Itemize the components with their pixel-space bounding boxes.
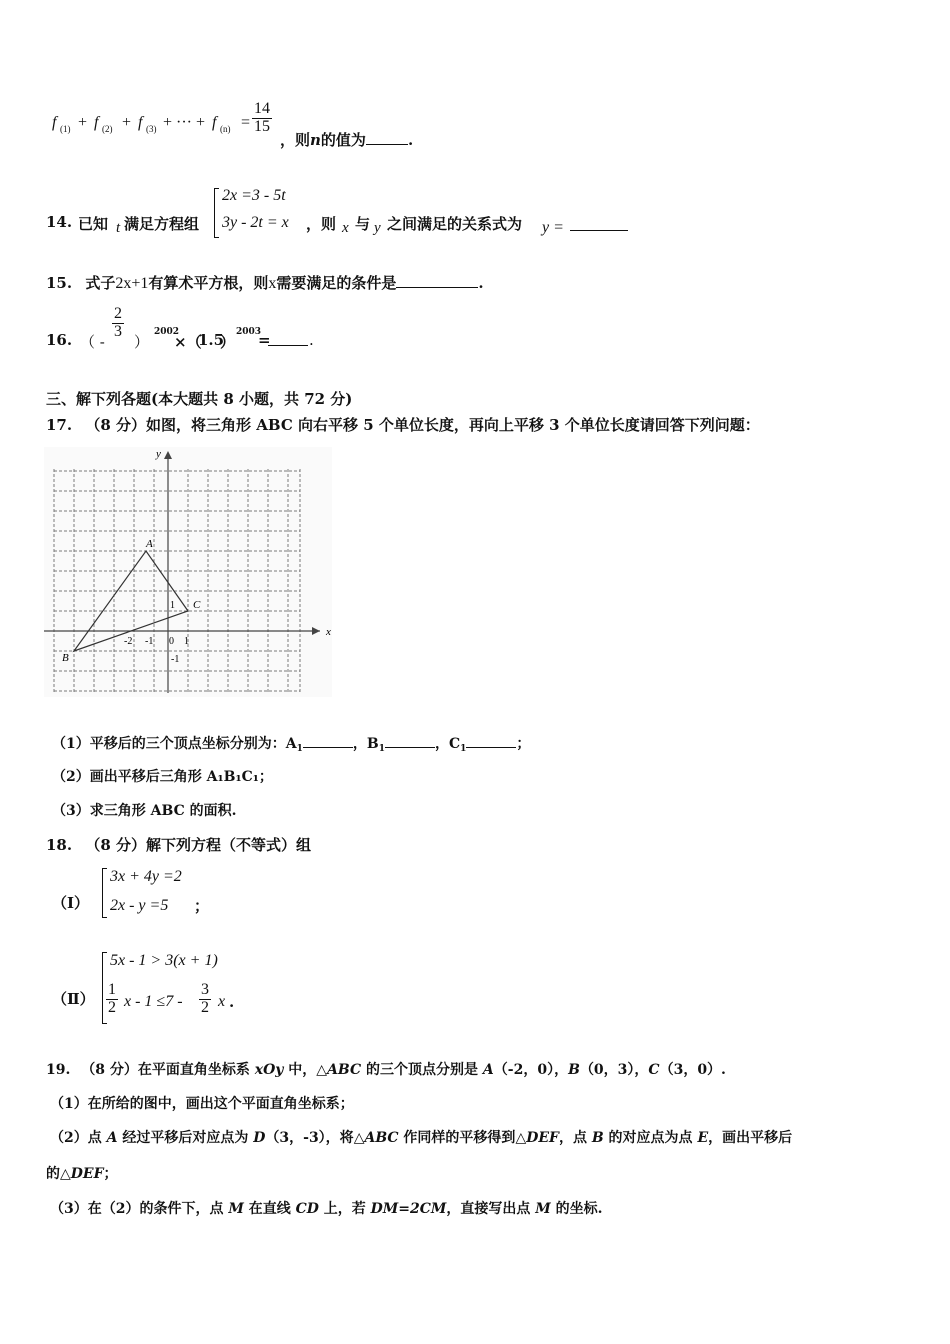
q14-eq2: 3y - 2t = x bbox=[222, 214, 289, 231]
q17-a1-blank[interactable] bbox=[303, 735, 353, 748]
q19-p3-d: ，直接写出点 bbox=[446, 1201, 536, 1217]
q19-part2 bbox=[50, 1127, 792, 1147]
q13-eq: = bbox=[241, 114, 251, 131]
q17-label-c: C bbox=[193, 599, 201, 611]
q18-sys2-frac-den: 2 bbox=[201, 998, 209, 1016]
q13-arg1: (1) bbox=[60, 124, 71, 134]
q14-text-b: 满足方程组 bbox=[124, 215, 200, 233]
q16-paren-r2: ） bbox=[220, 333, 236, 351]
q15-answer-blank[interactable] bbox=[396, 275, 478, 288]
q19-p2-e: ，点 bbox=[558, 1130, 592, 1146]
q19-p3-dm: DM=2CM bbox=[370, 1201, 447, 1217]
q13-f4: f bbox=[212, 114, 217, 131]
q14-answer-blank[interactable] bbox=[570, 230, 628, 231]
q16-base2: 1.5 bbox=[198, 331, 225, 349]
q15-end: . bbox=[478, 274, 484, 292]
q13-f1: f bbox=[52, 114, 57, 131]
q17-tick-neg1: -1 bbox=[145, 636, 154, 647]
q14-var-x: x bbox=[342, 220, 349, 236]
q17-label-a: A bbox=[146, 538, 153, 550]
q19-p2-point-a: A bbox=[106, 1130, 118, 1146]
q17-b1-sub: 1 bbox=[378, 744, 385, 754]
q17-a1-sub: 1 bbox=[296, 744, 303, 754]
q15-expr: 2x+1 bbox=[115, 275, 149, 292]
q13-plus4: + bbox=[196, 114, 206, 131]
q13-f3: f bbox=[138, 114, 143, 131]
q15-text-a: 式子 bbox=[85, 274, 116, 292]
q18-label-1: （Ⅰ） bbox=[52, 894, 90, 912]
q17-comma1: ， bbox=[352, 736, 367, 752]
q17-tick-0: 0 bbox=[169, 636, 174, 647]
q17-semicolon: ； bbox=[516, 736, 531, 752]
q18-sys2-half bbox=[106, 982, 118, 1017]
q17-a1: A bbox=[285, 736, 297, 752]
q17-c1-blank[interactable] bbox=[466, 735, 516, 748]
q19-part1: （1）在所给的图中，画出这个平面直角坐标系； bbox=[50, 1096, 354, 1112]
q16-paren-l: （ - bbox=[80, 333, 105, 351]
q13-f2: f bbox=[94, 114, 99, 131]
q19-p2-f: 的对应点为点 bbox=[603, 1130, 698, 1146]
q19-part3 bbox=[50, 1198, 603, 1218]
q13-fraction bbox=[252, 101, 272, 136]
q17-part2-end: ； bbox=[258, 769, 273, 785]
q17-b1-blank[interactable] bbox=[385, 735, 435, 748]
q14-var-t: t bbox=[116, 220, 121, 236]
q19-point-b: B bbox=[568, 1062, 580, 1078]
q16-answer-blank[interactable] bbox=[268, 345, 308, 346]
q17-text: （8 分）如图，将三角形 ABC 向右平移 5 个单位长度，再向上平移 3 个单位长度请回答下列问题： bbox=[85, 416, 760, 434]
q17-stem bbox=[46, 414, 760, 435]
q15-text-c: 需要满足的条件是 bbox=[276, 274, 397, 292]
q19-p2-point-d: D bbox=[253, 1130, 266, 1146]
q16-exp2: 2003 bbox=[236, 327, 262, 337]
q19-p3-point-m: M bbox=[228, 1201, 244, 1217]
q18-sys1-eq2: 2x - y =5 bbox=[110, 897, 169, 914]
q17-c1: C bbox=[449, 736, 461, 752]
q19-coord-a: （-2，0）， bbox=[493, 1062, 569, 1078]
q14-eq1: 2x =3 - 5t bbox=[222, 187, 286, 204]
q19-p2-g: ，画出平移后 bbox=[708, 1130, 793, 1146]
q19-p2-line2-b: ； bbox=[103, 1166, 118, 1182]
q19-point-a: A bbox=[482, 1062, 494, 1078]
q17-tick-neg2: -2 bbox=[124, 636, 133, 647]
q17-number: 17. bbox=[46, 416, 73, 434]
q17-c1-sub: 1 bbox=[460, 744, 467, 754]
q15-var: x bbox=[268, 275, 277, 292]
q17-part2 bbox=[52, 766, 273, 786]
q13-plus1: + bbox=[78, 114, 88, 131]
q13-tail-post: 的值为 bbox=[320, 131, 366, 149]
q19-coord-c: （3，0）. bbox=[659, 1062, 726, 1078]
q18-label-2: （Ⅱ） bbox=[52, 990, 95, 1008]
q14-text-a: 已知 bbox=[78, 215, 109, 233]
q13-arg4: (n) bbox=[220, 124, 231, 134]
q19-p3-a: （3）在（2）的条件下，点 bbox=[50, 1201, 229, 1217]
section-3-title: 三、解下列各题(本大题共 8 小题，共 72 分) bbox=[46, 390, 353, 408]
q19-p3-point-m2: M bbox=[535, 1201, 551, 1217]
q19-p2-line2-def: △DEF bbox=[60, 1166, 104, 1182]
q18-sys2-frac bbox=[199, 982, 211, 1017]
q16-exp1: 2002 bbox=[154, 327, 180, 337]
q18-sys2-eq1: 5x - 1 > 3(x + 1) bbox=[110, 952, 218, 969]
q13-arg2: (2) bbox=[102, 124, 113, 134]
q16-times: ×（ bbox=[174, 333, 202, 351]
q14-text-e: 之间满足的关系式为 bbox=[387, 215, 523, 233]
q18-sys2-half-num: 1 bbox=[108, 981, 116, 998]
q14-brace bbox=[214, 188, 215, 238]
q19-p2-line2-a: 的 bbox=[46, 1166, 60, 1182]
q13-plus3: + bbox=[163, 114, 173, 131]
q19-text-b: 中， bbox=[283, 1062, 317, 1078]
q13-plus2: + bbox=[122, 114, 132, 131]
q16-num: 2 bbox=[114, 305, 122, 322]
q13-answer-blank[interactable] bbox=[366, 132, 408, 145]
q18-sys2-end: . bbox=[229, 993, 235, 1011]
q16-paren-r: ） bbox=[134, 333, 150, 351]
q16-fraction bbox=[112, 306, 124, 341]
q18-sys2-frac-num: 3 bbox=[201, 981, 209, 998]
q17-tick-yneg1: -1 bbox=[171, 654, 180, 665]
q19-text-c: 的三个顶点分别是 bbox=[361, 1062, 483, 1078]
q18-sys2-brace bbox=[102, 952, 103, 1024]
q13-tail-var: n bbox=[310, 131, 321, 149]
q18-sys2-mid: x - 1 ≤7 - bbox=[124, 993, 183, 1010]
q17-part3: （3）求三角形 ABC 的面积. bbox=[52, 803, 237, 819]
q19-text-a: （8 分）在平面直角坐标系 bbox=[81, 1062, 255, 1078]
q19-xoy: xOy bbox=[254, 1062, 284, 1078]
q17-comma2: ， bbox=[435, 736, 449, 752]
q19-point-c: C bbox=[648, 1062, 660, 1078]
q13-tail bbox=[280, 129, 413, 150]
q17-coordinate-figure bbox=[44, 447, 332, 697]
q17-part1 bbox=[52, 733, 530, 754]
q15-number: 15. bbox=[46, 274, 73, 292]
q16-eq: = bbox=[258, 331, 271, 349]
q19-p2-def: △DEF bbox=[515, 1130, 559, 1146]
q19-p2-c: （3，-3），将 bbox=[265, 1130, 354, 1146]
q13-end: . bbox=[407, 131, 414, 149]
q17-part2-triangle: A₁B₁C₁ bbox=[206, 769, 259, 785]
q19-p2-d: 作同样的平移得到 bbox=[398, 1130, 516, 1146]
q18-sys1-end: ； bbox=[194, 897, 210, 915]
q14-number: 14. bbox=[46, 213, 73, 231]
q14-text-c: ，则 bbox=[306, 215, 337, 233]
q17-label-b: B bbox=[62, 652, 69, 664]
q19-p3-b: 在直线 bbox=[243, 1201, 296, 1217]
q18-number: 18. bbox=[46, 836, 73, 854]
q14-var-y: y bbox=[374, 220, 381, 236]
q17-part2-text: （2）画出平移后三角形 bbox=[52, 769, 207, 785]
q17-part1-text: （1）平移后的三个顶点坐标分别为： bbox=[52, 736, 286, 752]
q15-line bbox=[46, 272, 484, 293]
q17-tick-x1: 1 bbox=[184, 636, 189, 647]
q14-rhs: y = bbox=[542, 219, 564, 236]
q19-p3-e: 的坐标. bbox=[550, 1201, 603, 1217]
q19-number: 19. bbox=[46, 1062, 71, 1078]
q17-tick-y1: 1 bbox=[170, 600, 175, 611]
q18-sys1-eq1: 3x + 4y =2 bbox=[110, 868, 182, 885]
q13-den: 15 bbox=[254, 117, 270, 135]
q19-p2-point-e: E bbox=[697, 1130, 709, 1146]
q18-sys2-half-den: 2 bbox=[108, 998, 116, 1016]
q19-p3-c: 上，若 bbox=[318, 1201, 371, 1217]
q18-stem bbox=[46, 834, 311, 855]
q16-den: 3 bbox=[114, 322, 122, 340]
q16-number: 16. bbox=[46, 331, 73, 349]
q16-end: . bbox=[309, 331, 314, 349]
q17-b1: B bbox=[366, 736, 379, 752]
q15-text-b: 有算术平方根，则 bbox=[148, 274, 269, 292]
q17-x-label: x bbox=[326, 626, 331, 638]
q13-arg3: (3) bbox=[146, 124, 157, 134]
q19-p3-line-cd: CD bbox=[295, 1201, 319, 1217]
q17-y-label: y bbox=[156, 448, 161, 460]
q19-p2-point-b: B bbox=[591, 1130, 604, 1146]
q18-text: （8 分）解下列方程（不等式）组 bbox=[85, 836, 312, 854]
q19-p2-tri: △ABC bbox=[353, 1130, 399, 1146]
q19-tri: △ABC bbox=[316, 1062, 362, 1078]
q13-dots: ··· bbox=[176, 114, 192, 131]
q13-num: 14 bbox=[254, 100, 270, 117]
q18-sys2-x: x bbox=[218, 993, 226, 1010]
q19-p2-a: （2）点 bbox=[50, 1130, 107, 1146]
q14-text-d: 与 bbox=[355, 215, 371, 233]
q18-sys1-brace bbox=[102, 868, 103, 918]
q19-p2-b: 经过平移后对应点为 bbox=[117, 1130, 254, 1146]
q19-stem bbox=[46, 1059, 726, 1079]
q19-part2-line2 bbox=[46, 1163, 118, 1183]
q19-coord-b: （0，3）， bbox=[579, 1062, 649, 1078]
q13-tail-pre: ，则 bbox=[280, 131, 311, 149]
